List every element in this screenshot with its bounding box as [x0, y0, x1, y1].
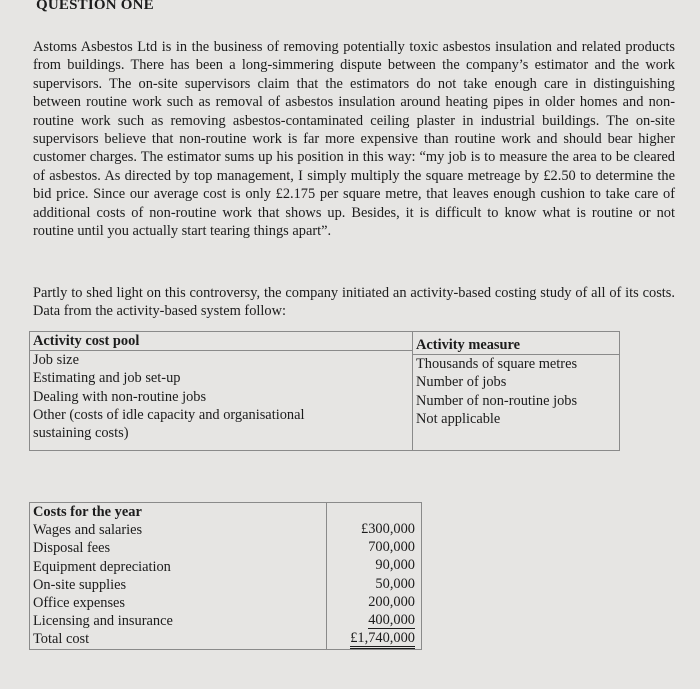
- pool-item: Dealing with non-routine jobs: [33, 388, 207, 405]
- cost-amount: 200,000: [368, 593, 415, 610]
- pool-item: Job size: [33, 352, 79, 369]
- activity-measure-header: Activity measure: [413, 332, 620, 355]
- costs-table: [29, 502, 422, 650]
- measure-item: Number of non-routine jobs: [416, 392, 578, 409]
- activity-measure-cell: [413, 355, 620, 451]
- question-heading: QUESTION ONE: [36, 0, 154, 13]
- pool-item: Other (costs of idle capacity and organisational: [33, 406, 305, 423]
- pool-item: Estimating and job set-up: [33, 370, 181, 387]
- cost-label: Office expenses: [33, 595, 126, 612]
- activity-cost-pool-header: Activity cost pool: [30, 332, 412, 351]
- cost-amount: 700,000: [368, 539, 415, 556]
- costs-header: Costs for the year: [33, 504, 142, 520]
- measure-item: Not applicable: [416, 410, 501, 427]
- costs-label-cell: [30, 503, 327, 650]
- pool-item: sustaining costs): [33, 425, 129, 442]
- measure-item: Thousands of square metres: [416, 356, 578, 373]
- activity-cost-pool-cell: [30, 332, 413, 451]
- costs-amount-cell: [327, 503, 422, 650]
- cost-label: Licensing and insurance: [33, 613, 173, 630]
- cost-amount: 90,000: [375, 557, 415, 574]
- cost-amount: 400,000: [368, 612, 415, 629]
- total-cost-label: Total cost: [33, 631, 90, 648]
- intro-paragraph: Partly to shed light on this controversy, the company initiated an activity-based costing study of all of its costs. Data from the activity-based system follow:: [33, 285, 675, 320]
- case-paragraph: Astoms Asbestos Ltd is in the business of removing potentially toxic asbestos insulation and related products from buildings. There has been a long-simmering dispute between the company’s estimator and the work supervisors. The on-site supervisors claim that the estimators do not take enough care in distinguishing between routine work such as removal of asbestos insulation around heating pipes in older homes and non-routine work such as removing asbestos-contaminated ceiling plaster in industrial buildings. The on-site supervisors believe that non-routine work is far more expensive than routine work and should bear higher customer charges. The estimator sums up his position in this way: “my job is to measure the area to be cleared of asbestos. As directed by top management, I simply multiply the square metreage by £2.50 to determine the bid price. Since our average cost is only £2.175 per square metre, that leaves enough cushion to take care of additional costs of non-routine work that shows up. Besides, it is difficult to know what is routine or not routine until you actually start tearing things apart”.: [33, 39, 675, 240]
- cost-label: Wages and salaries: [33, 522, 143, 539]
- cost-amount: £300,000: [361, 521, 415, 537]
- total-cost-amount: £1,740,000: [350, 630, 415, 649]
- cost-amount: 50,000: [375, 575, 415, 592]
- measure-item: Number of jobs: [416, 374, 507, 391]
- cost-label: Disposal fees: [33, 540, 111, 557]
- cost-label: On-site supplies: [33, 576, 127, 593]
- activity-table: [29, 331, 620, 451]
- cost-label: Equipment depreciation: [33, 558, 171, 575]
